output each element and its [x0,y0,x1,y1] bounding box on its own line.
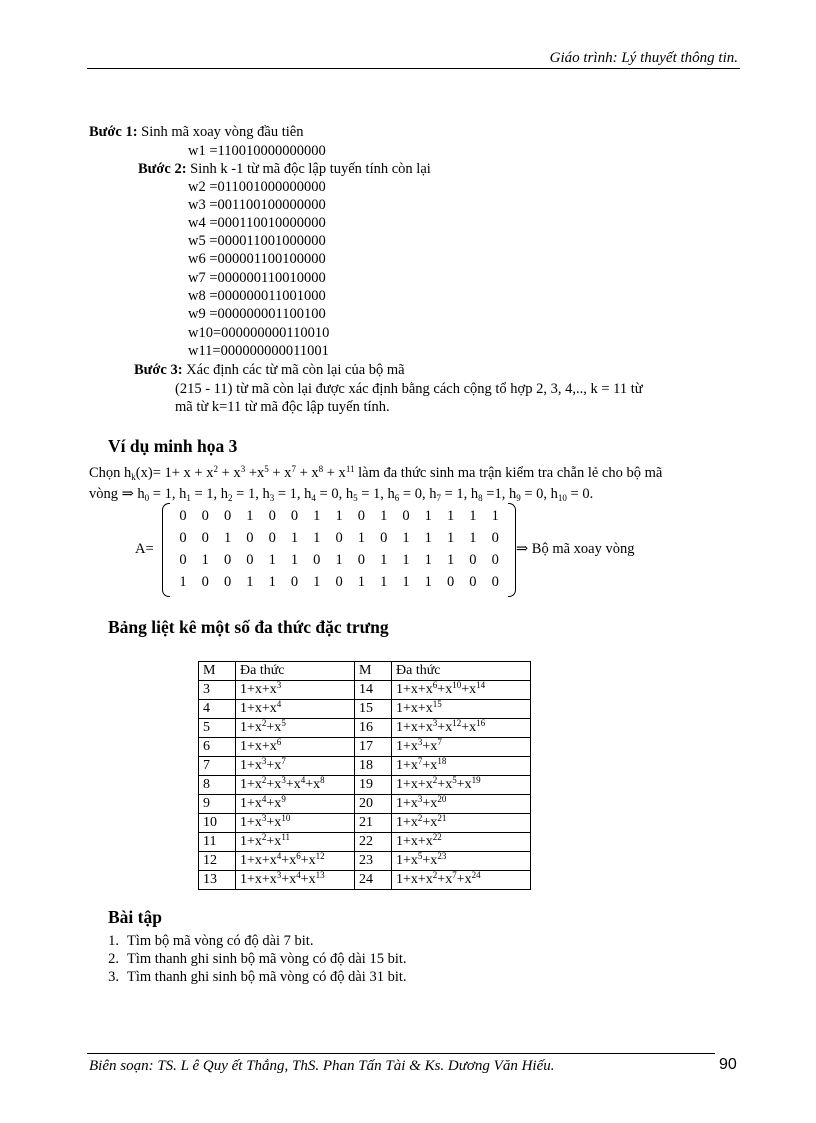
table-row: 9 $1+x^4+x^9$ 20 $1+x^3+x^{20}$ [199,795,531,814]
matrix-cell: 1 [268,552,276,568]
matrix-cell: 0 [201,574,209,590]
matrix-cell: 0 [223,574,232,590]
table-header-row [199,662,531,681]
matrix-cell: 0 [491,574,499,590]
codeword-w1: w1 =110010000000000 [188,143,326,159]
matrix-cell: 0 [491,530,499,546]
matrix-cell: 0 [179,508,187,524]
table-row: 8 $1+x^2+x^3+x^4+x^8$ 19 $1+x+x^2+x^5+x^{19}$ [199,776,531,795]
codeword: w10=000000000110010 [188,325,330,341]
intro-poly: (x)= 1+ x + x [135,465,214,481]
matrix-cell: 0 [380,530,388,546]
table-row: 3 $1+x+x^3$ 14 $1+x+x^6+x^{10}+x^{14}$ [199,681,531,700]
matrix-cell: 0 [469,552,477,568]
matrix-cell: 0 [335,530,343,546]
matrix-cell: 1 [246,574,254,590]
matrix-cell: 1 [491,508,499,524]
matrix-cell: 1 [246,508,254,524]
matrix-row [172,549,512,571]
matrix-cell: 0 [179,530,187,546]
matrix-cell: 1 [201,552,209,568]
intro-sub: k [131,472,136,482]
matrix-cell: 0 [201,508,209,524]
matrix-cell: 0 [223,508,232,524]
matrix-cell: 0 [268,530,276,546]
table-row: 7 $1+x^3+x^7$ 18 $1+x^7+x^{18}$ [199,757,531,776]
matrix-cell: 0 [179,552,187,568]
matrix-cell: 0 [201,530,209,546]
list-item: 1. Tìm bộ mã vòng có độ dài 7 bit. [108,933,314,949]
footer-rule [87,1053,715,1054]
step3-text: Xác định các từ mã còn lại của bộ mã [186,362,405,378]
table-row: 11 $1+x^2+x^{11}$ 22 $1+x+x^{22}$ [199,833,531,852]
codeword: w3 =001100100000000 [188,197,326,213]
matrix-cell: 0 [357,508,366,524]
step3-label: Bước 3: [134,362,183,378]
matrix-cell: 1 [335,508,343,524]
exercise-list [95,932,407,986]
matrix-cell: 0 [246,552,254,568]
matrix-row [172,527,512,549]
matrix-cell: 1 [424,574,432,590]
codeword: w9 =000000001100100 [188,306,326,322]
table-row: 12 $1+x+x^4+x^6+x^{12}$ 23 $1+x^5+x^{23}$ [199,852,531,871]
matrix-cell: 1 [335,552,343,568]
matrix-cell: 1 [424,508,432,524]
codeword: w7 =000000110010000 [188,270,326,286]
table-heading: Bảng liệt kê một số đa thức đặc trưng [108,617,389,637]
step3-body-line1: (215 - 11) từ mã còn lại được xác định bằng cách cộng tổ hợp 2, 3, 4,.., k = 11 từ [175,381,643,397]
matrix-cell: 1 [402,574,410,590]
codeword: w2 =011001000000000 [188,179,326,195]
matrix-cell: 0 [357,552,366,568]
matrix-cell: 1 [446,552,455,568]
matrix-cell: 1 [290,552,299,568]
parity-matrix [162,503,516,595]
list-item: 3. Tìm thanh ghi sinh bộ mã vòng có độ dài 31 bit. [108,969,407,985]
coeff-prefix: vòng ⇒ [89,486,134,502]
matrix-cell: 0 [290,508,299,524]
codeword: w4 =000110010000000 [188,215,326,231]
matrix-cell: 1 [446,530,455,546]
matrix-cell: 1 [424,552,432,568]
matrix-cell: 0 [223,552,232,568]
table-row: 13 $1+x+x^3+x^4+x^{13}$ 24 $1+x+x^2+x^7+x^{24}$ [199,871,531,890]
matrix-cell: 0 [446,574,455,590]
example-coeff-line: vòng ⇒ $h_0 = 1$, $h_1 = 1$, $h_2 = 1$, $h_3 = 1$, $h_4 = 0$, $h_5 = 1$, $h_6 = 0$, $h_7 = 1$, $h_8 =1$, $h_9 = 0$, $h_{10} = 0$. [89,486,594,503]
footer-author: Biên soạn: TS. L ê Quy ết Thắng, ThS. Phan Tấn Tài & Ks. Dương Văn Hiếu. [89,1058,555,1074]
col-header-m: M [199,662,236,681]
codeword: w11=000000000011001 [188,343,329,359]
step3-line [134,362,405,379]
page-number: 90 [719,1056,737,1073]
codeword: w6 =000001100100000 [188,251,326,267]
matrix-cell: 0 [268,508,276,524]
matrix-cell: 1 [313,508,321,524]
matrix-cell: 0 [313,552,321,568]
matrix-cell: 0 [491,552,499,568]
step2-label: Bước 2: [138,161,187,177]
matrix-cell: 1 [313,530,321,546]
matrix-cell: 1 [223,530,232,546]
matrix-left-bracket [162,503,170,597]
intro-rest: làm đa thức sinh ma trận kiểm tra chẵn lẻ cho bộ mã [358,465,663,481]
table-row: 6 $1+x+x^6$ 17 $1+x^3+x^7$ [199,738,531,757]
polynomial-table [198,661,531,890]
matrix-cell: 1 [268,574,276,590]
list-item: 2. Tìm thanh ghi sinh bộ mã vòng có độ dài 15 bit. [108,951,407,967]
step1-line [89,124,303,141]
matrix-cell: 1 [179,574,187,590]
header-rule [87,68,740,69]
matrix-cell: 0 [402,508,410,524]
matrix-note: ⇒ Bộ mã xoay vòng [516,541,635,557]
table-row: 4 $1+x+x^4$ 15 $1+x+x^{15}$ [199,700,531,719]
matrix-cell: 1 [380,552,388,568]
exercises-heading: Bài tập [108,907,162,927]
step3-body-line2: mã từ k=11 từ mã độc lập tuyến tính. [175,399,390,415]
table-row: 10 $1+x^3+x^{10}$ 21 $1+x^2+x^{21}$ [199,814,531,833]
step2-line [138,161,431,178]
matrix-row [172,505,512,527]
matrix-cell: 0 [246,530,254,546]
step2-text: Sinh k -1 từ mã độc lập tuyến tính còn lại [190,161,431,177]
matrix-cell: 1 [357,574,366,590]
matrix-cell: 0 [290,574,299,590]
matrix-cell: 0 [335,574,343,590]
matrix-cell: 1 [380,508,388,524]
running-header: Giáo trình: Lý thuyết thông tin. [549,50,738,66]
codeword: w8 =000000011001000 [188,288,326,304]
col-header-poly: Đa thức [236,662,355,681]
example-heading: Ví dụ minh họa 3 [108,436,238,456]
matrix-cell: 1 [446,508,455,524]
matrix-cell: 1 [402,530,410,546]
matrix-cell: 1 [469,530,477,546]
matrix-cell: 1 [357,530,366,546]
matrix-cell: 1 [290,530,299,546]
matrix-cell: 1 [402,552,410,568]
step1-text: Sinh mã xoay vòng đầu tiên [141,124,304,140]
codeword: w5 =000011001000000 [188,233,326,249]
table-row: 5 $1+x^2+x^5$ 16 $1+x+x^3+x^{12}+x^{16}$ [199,719,531,738]
matrix-cell: 1 [469,508,477,524]
col-header-poly: Đa thức [392,662,531,681]
step1-label: Bước 1: [89,124,138,140]
col-header-m: M [355,662,392,681]
matrix-cell: 1 [380,574,388,590]
example-intro-line: Chọn $h_k(x)= 1+ x + x^2 + x^3 +x^5 + x^7 + x^8 + x^{11}$ làm đa thức sinh ma trận kiểm tra chẵn lẻ cho bộ mã [89,464,663,482]
matrix-cell: 1 [424,530,432,546]
matrix-row [172,571,512,593]
matrix-cell: 1 [313,574,321,590]
matrix-label: A= [135,541,154,557]
matrix-cell: 0 [469,574,477,590]
intro-prefix: Chọn h [89,465,132,481]
